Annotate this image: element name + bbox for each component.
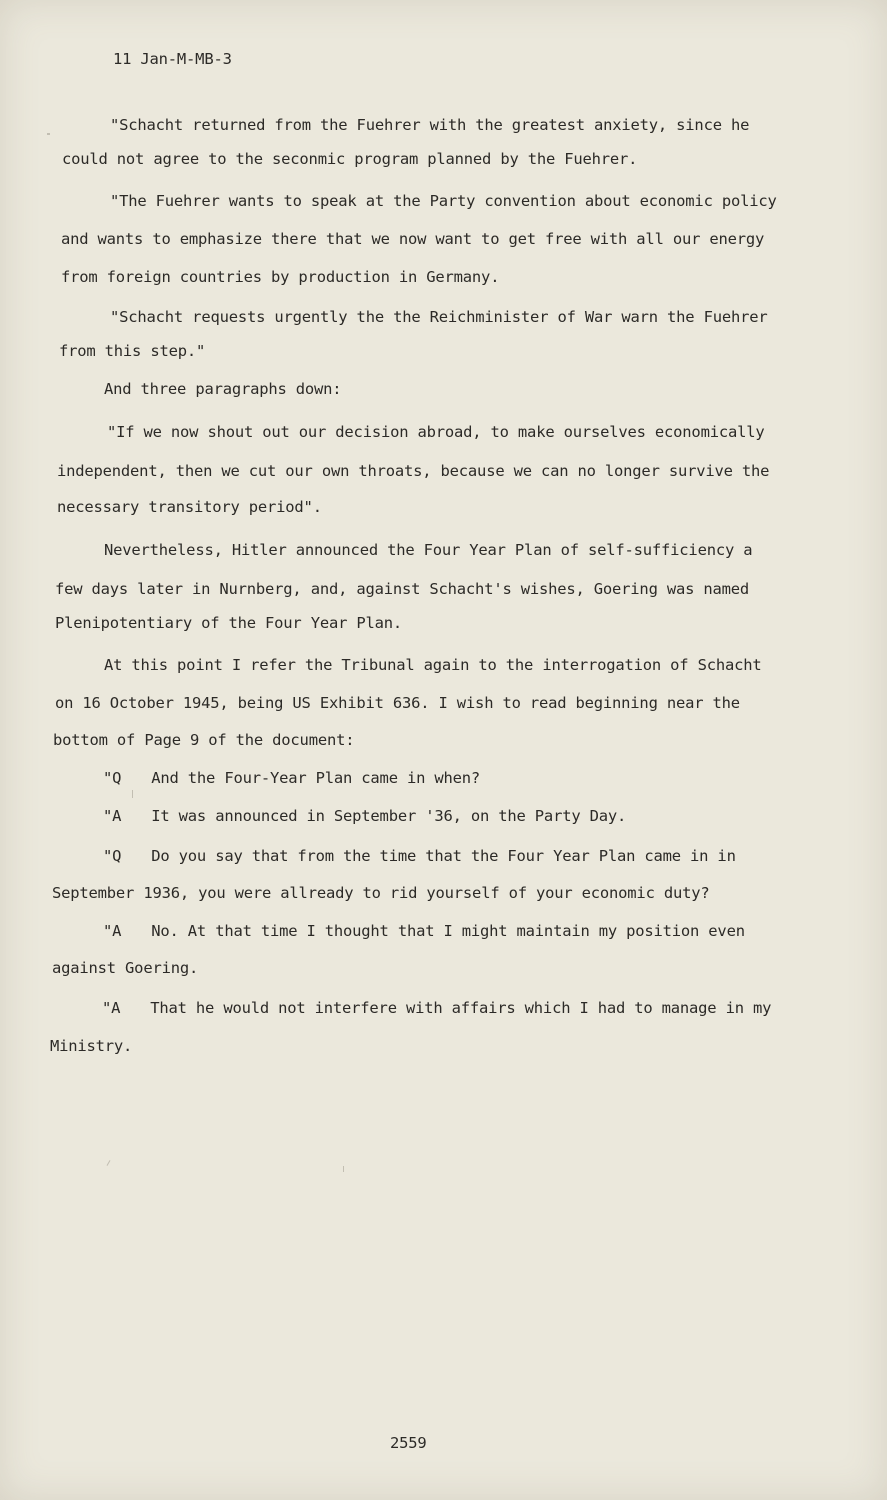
body-line: "Schacht returned from the Fuehrer with the greatest anxiety, since he <box>110 116 750 134</box>
qa-text: September 1936, you were allready to rid yourself of your economic duty? <box>52 884 710 902</box>
body-line: "If we now shout out our decision abroad, to make ourselves economically <box>107 423 765 441</box>
body-line: and wants to emphasize there that we now want to get free with all our energy <box>61 230 765 248</box>
body-line: At this point I refer the Tribunal again to the interrogation of Schacht <box>104 656 762 674</box>
body-line: bottom of Page 9 of the document: <box>53 731 355 749</box>
body-line: few days later in Nurnberg, and, against Schacht's wishes, Goering was named <box>55 580 750 598</box>
body-line: from foreign countries by production in Germany. <box>61 268 500 286</box>
body-line: "The Fuehrer wants to speak at the Party convention about economic policy <box>110 192 777 210</box>
body-line: independent, then we cut our own throats, because we can no longer survive the <box>57 462 770 480</box>
qa-text: That he would not interfere with affairs which I had to manage in my <box>150 999 772 1017</box>
paper-mark <box>107 1160 111 1166</box>
body-line: And three paragraphs down: <box>104 380 342 398</box>
qa-speaker: "A <box>102 999 121 1017</box>
body-line: from this step." <box>59 342 206 360</box>
qa-line <box>103 922 745 940</box>
qa-text: It was announced in September '36, on the Party Day. <box>151 807 627 825</box>
qa-line <box>102 999 771 1017</box>
body-line: necessary transitory period". <box>57 498 322 516</box>
body-line: Nevertheless, Hitler announced the Four Year Plan of self-sufficiency a <box>104 541 753 559</box>
body-line: Plenipotentiary of the Four Year Plan. <box>55 614 403 632</box>
qa-text: And the Four-Year Plan came in when? <box>151 769 481 787</box>
qa-line <box>52 959 198 977</box>
qa-text: No. At that time I thought that I might maintain my position even <box>151 922 745 940</box>
qa-text: Do you say that from the time that the Four Year Plan came in in <box>151 847 736 865</box>
page-number: 2559 <box>390 1434 427 1452</box>
paper-mark <box>47 133 50 135</box>
qa-text: Ministry. <box>50 1037 133 1055</box>
qa-speaker: "Q <box>103 847 122 865</box>
qa-line <box>103 847 736 865</box>
qa-line <box>103 807 626 825</box>
qa-line <box>52 884 710 902</box>
qa-speaker: "A <box>103 807 122 825</box>
body-line: on 16 October 1945, being US Exhibit 636. I wish to read beginning near the <box>55 694 740 712</box>
document-header-code: 11 Jan-M-MB-3 <box>113 50 232 68</box>
qa-speaker: "A <box>103 922 122 940</box>
paper-mark <box>132 790 133 798</box>
qa-line <box>50 1037 132 1055</box>
qa-speaker: "Q <box>103 769 122 787</box>
paper-mark <box>343 1166 344 1172</box>
qa-line <box>103 769 480 787</box>
body-line: could not agree to the seconmic program planned by the Fuehrer. <box>62 150 638 168</box>
body-line: "Schacht requests urgently the the Reichminister of War warn the Fuehrer <box>110 308 768 326</box>
qa-text: against Goering. <box>52 959 199 977</box>
